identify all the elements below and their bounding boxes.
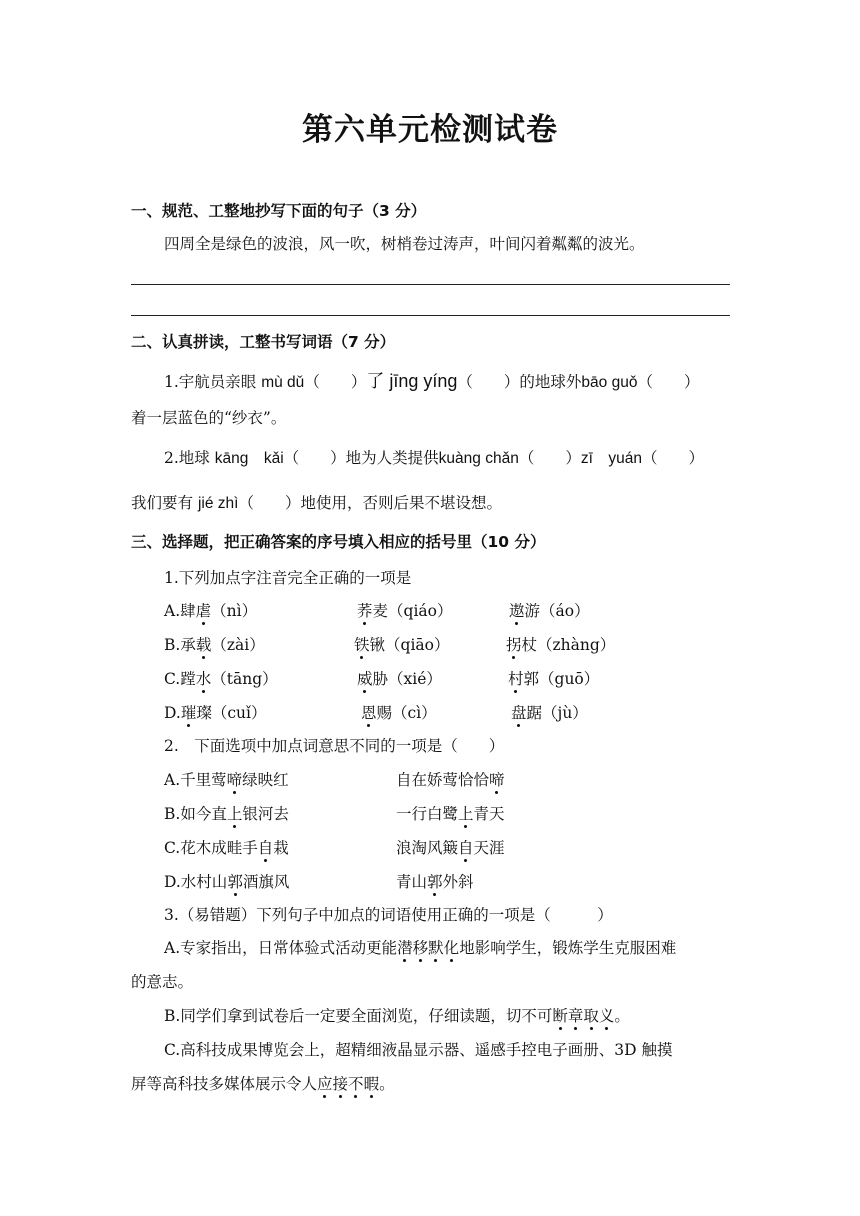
choice-question-2: 2. 下面选项中加点词意思不同的一项是（ ） [164, 737, 505, 755]
option-b-right: 一行白鹭上青天 [396, 802, 505, 824]
dotted-word [552, 1007, 614, 1025]
dotted-char: 章 [568, 1004, 584, 1026]
dotted-char: 取 [583, 1004, 599, 1026]
option-b-left[interactable]: B.如今直上银河去 [164, 802, 289, 824]
answer-blank[interactable]: （ ） [642, 449, 705, 467]
pinyin-jing-ying: jīng yíng [389, 371, 458, 391]
pinyin-question-1 [164, 367, 699, 393]
dotted-char: 义 [599, 1004, 615, 1026]
writing-line-2[interactable] [131, 315, 730, 316]
section2-heading: 二、认真拼读，工整书写词语（7 分） [131, 333, 396, 351]
dotted-word [317, 1075, 379, 1093]
option-c-col1[interactable]: C.蹚水（tāng） [164, 667, 278, 689]
option-b-col1[interactable]: B.承载（zài） [164, 633, 265, 655]
option-c-right: 浪淘风簸自天涯 [396, 836, 505, 858]
dotted-char: 接 [333, 1072, 349, 1094]
q1-text-c: 了 [366, 371, 390, 391]
q3-option-b[interactable]: B.同学们拿到试卷后一定要全面浏览，仔细读题，切不可断章取义。 [164, 1004, 630, 1026]
dotted-word [397, 939, 459, 957]
q3-option-a[interactable]: A.专家指出，日常体验式活动更能潜移默化地影响学生，锻炼学生克服困难 [164, 936, 676, 958]
option-d-col3: 盘踞（jù） [511, 701, 588, 723]
dotted-char: 化 [444, 936, 460, 958]
option-c-left[interactable]: C.花木成畦手自栽 [164, 836, 289, 858]
answer-blank[interactable]: （ ） [518, 449, 581, 467]
q1-text-d[interactable]: （ ）的地球外 [457, 373, 582, 391]
option-a-col2: 荞麦（qiáo） [357, 599, 452, 621]
choice-question-1: 1.下列加点字注音完全正确的一项是 [164, 569, 412, 587]
option-b-col3: 拐杖（zhàng） [506, 633, 615, 655]
dotted-char: 潜 [397, 936, 413, 958]
writing-line-1[interactable] [131, 284, 730, 285]
section3-heading: 三、选择题，把正确答案的序号填入相应的括号里（10 分） [131, 533, 546, 551]
pinyin-bao-guo: bāo guǒ [581, 374, 638, 391]
dotted-char: 暇 [364, 1072, 380, 1094]
option-a-left[interactable]: A.千里莺啼绿映红 [164, 768, 289, 790]
pinyin-jie-zhi: jié zhì [197, 495, 239, 512]
pinyin-question-1-cont: 着一层蓝色的“纱衣”。 [131, 409, 287, 427]
option-d-right: 青山郭外斜 [396, 870, 474, 892]
q1-text-a: 1.宇航员亲眼 [164, 373, 262, 391]
copy-sentence: 四周全是绿色的波浪，风一吹，树梢卷过涛声，叶间闪着粼粼的波光。 [164, 235, 645, 253]
dotted-char: 断 [552, 1004, 568, 1026]
dotted-char: 不 [348, 1072, 364, 1094]
q3-option-c-cont: 屏等高科技多媒体展示令人应接不暇。 [131, 1072, 395, 1094]
pinyin-kang-kai: kāng kǎi [214, 450, 284, 467]
option-d-col2: 恩赐（cì） [361, 701, 437, 723]
page-title: 第六单元检测试卷 [302, 112, 558, 148]
option-a-col1[interactable]: A.肆虐（nì） [164, 599, 257, 621]
q2-text-b[interactable]: （ ）地为人类提供 [283, 449, 439, 467]
q2-line2-a: 我们要有 [131, 494, 198, 512]
dotted-char: 默 [428, 936, 444, 958]
option-a-col3: 遨游（áo） [509, 599, 590, 621]
answer-blank[interactable]: （ ） [637, 373, 700, 391]
pinyin-zi-yuan: zī yuán [580, 450, 643, 467]
q3-option-a-cont: 的意志。 [131, 973, 194, 991]
pinyin-mu-du: mù dǔ [261, 374, 305, 391]
option-b-col2: 铁锹（qiāo） [354, 633, 449, 655]
pinyin-question-2-cont [131, 491, 502, 513]
choice-question-3: 3.（易错题）下列句子中加点的词语使用正确的一项是（ ） [164, 906, 613, 924]
option-d-col1[interactable]: D.璀璨（cuǐ） [164, 701, 266, 723]
pinyin-kuang-chan: kuàng chǎn [438, 450, 519, 467]
section1-heading: 一、规范、工整地抄写下面的句子（3 分） [131, 202, 427, 220]
q3-option-c[interactable]: C.高科技成果博览会上，超精细液晶显示器、遥感手控电子画册、3D 触摸 [164, 1041, 673, 1059]
answer-blank[interactable]: （ ） [304, 373, 367, 391]
q2-text-a: 2.地球 [164, 449, 215, 467]
dotted-char: 应 [317, 1072, 333, 1094]
pinyin-question-2 [164, 446, 704, 468]
option-c-col2: 威胁（xié） [357, 667, 442, 689]
option-d-left[interactable]: D.水村山郭酒旗风 [164, 870, 289, 892]
q2-line2-b[interactable]: （ ）地使用，否则后果不堪设想。 [238, 494, 502, 512]
option-a-right: 自在娇莺恰恰啼 [396, 768, 505, 790]
option-c-col3: 村郭（guō） [508, 667, 599, 689]
dotted-char: 移 [413, 936, 429, 958]
